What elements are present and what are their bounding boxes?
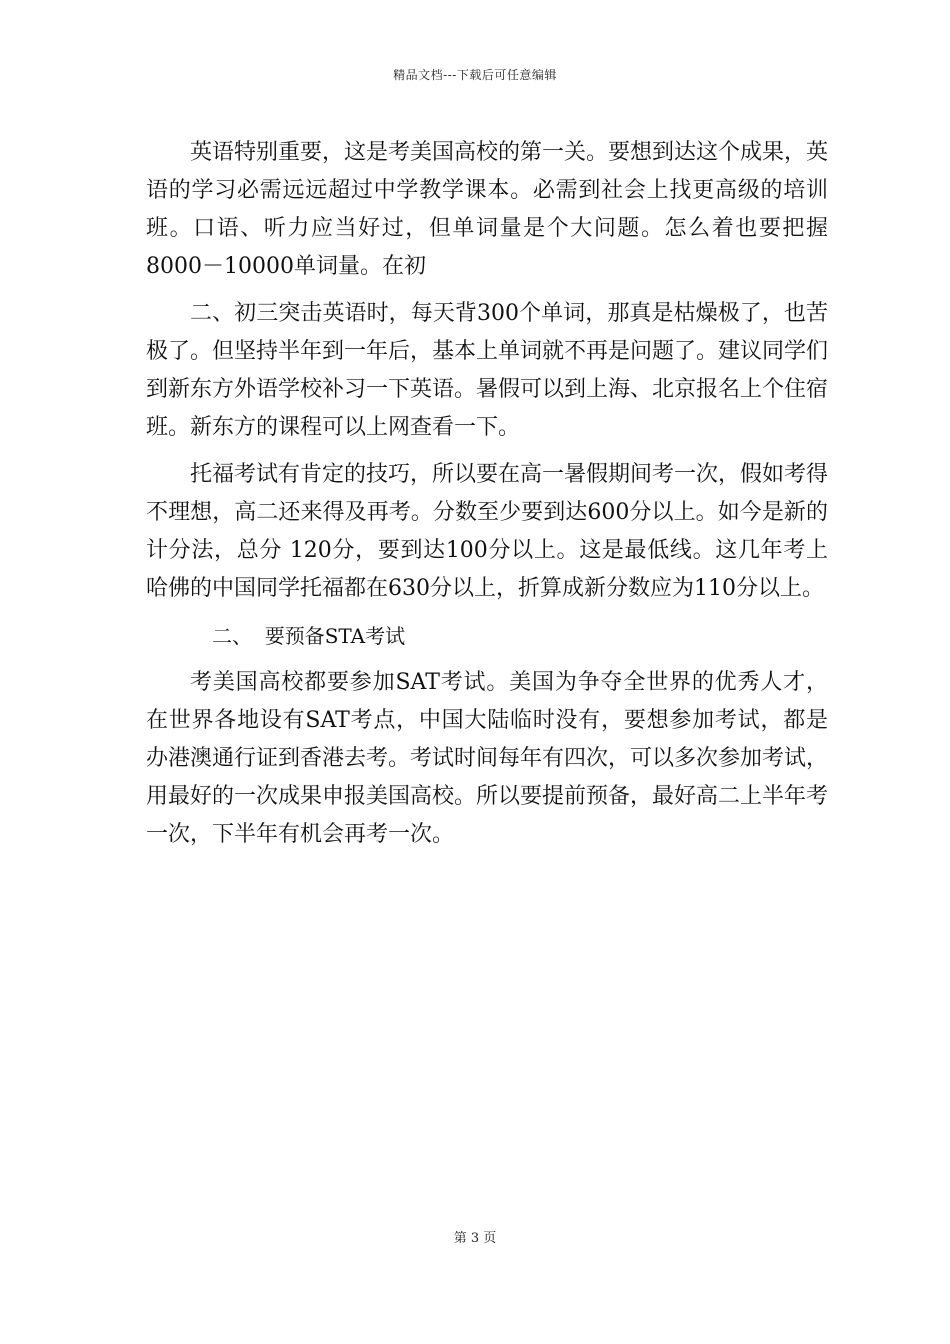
paragraph-sat: 考美国高校都要参加SAT考试。美国为争夺全世界的优秀人才，在世界各地设有SAT考点，中国大陆临时没有，要想参加考试，都是办港澳通行证到香港去考。考试时间每年有四次，可以多次参加考试，用最好的一次成果申报美国高校。所以要提前预备，最好高二上半年考一次，下半年有机会再考一次。 (146, 670, 829, 847)
document-body (146, 134, 828, 854)
page-header: 精品文档---下载后可任意编辑 (393, 68, 557, 82)
section-heading-sat: 二、 要预备STA考试 (212, 624, 406, 648)
paragraph-english-importance: 英语特别重要，这是考美国高校的第一关。要想到达这个成果，英语的学习必需远远超过中学教学课本。必需到社会上找更高级的培训班。口语、听力应当好过，但单词量是个大问题。怎么着也要把握8000－10000单词量。在初 (146, 140, 829, 279)
page-number: 第 3 页 (453, 1231, 497, 1246)
paragraph-toefl: 托福考试有肯定的技巧，所以要在高一暑假期间考一次，假如考得不理想，高二还来得及再考。分数至少要到达600分以上。如今是新的计分法，总分 120分，要到达100分以上。这是最低线。这几年考上哈佛的中国同学托福都在630分以上，折算成新分数应为110分以上。 (146, 462, 829, 601)
paragraph-vocabulary-cramming: 二、初三突击英语时，每天背300个单词，那真是枯燥极了，也苦极了。但坚持半年到一年后，基本上单词就不再是问题了。建议同学们到新东方外语学校补习一下英语。暑假可以到上海、北京报名上个住宿班。新东方的课程可以上网查看一下。 (146, 301, 829, 440)
